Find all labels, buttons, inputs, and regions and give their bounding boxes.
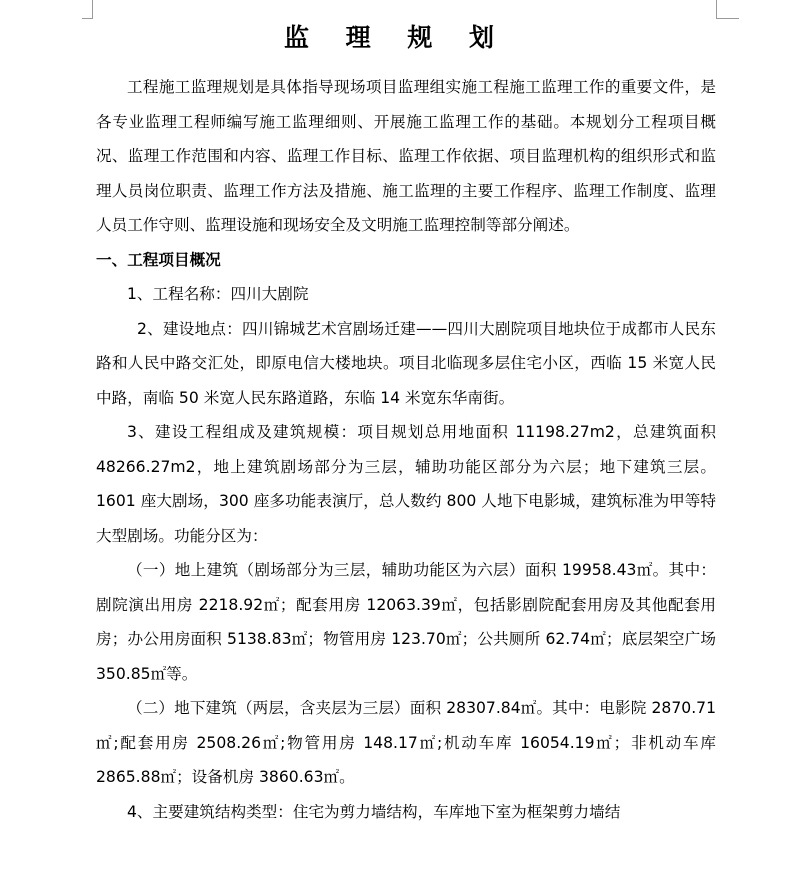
page-corner-mark-top-right bbox=[716, 0, 739, 19]
construction-site-paragraph: 2、建设地点：四川锦城艺术宫剧场迁建——四川大剧院项目地块位于成都市人民东路和人民中路交汇处，即原电信大楼地块。项目北临现多层住宅小区，西临 15 米宽人民中路，南临 50 米宽人民东路道路，东临 14 米宽东华南街。 bbox=[96, 319, 716, 407]
document-title: 监 理 规 划 bbox=[283, 23, 509, 52]
structure-type-paragraph: 4、主要建筑结构类型：住宅为剪力墙结构，车库地下室为框架剪力墙结 bbox=[127, 802, 621, 821]
page-corner-mark-top-left bbox=[82, 0, 93, 19]
section-heading-project-overview: 一、工程项目概况 bbox=[96, 250, 221, 269]
above-ground-building-paragraph: （一）地上建筑（剧场部分为三层，辅助功能区为六层）面积 19958.43㎡。其中：剧院演出用房 2218.92㎡；配套用房 12063.39㎡，包括影剧院配套用房及其他配套用房；办公用房面积 5138.83㎡；物管用房 123.70㎡；公共厕所 62.74㎡；底层架空广场 350.85㎡等。 bbox=[96, 561, 716, 683]
underground-building-paragraph: （二）地下建筑（两层，含夹层为三层）面积 28307.84㎡。其中：电影院 2870.71㎡;配套用房 2508.26㎡;物管用房 148.17㎡;机动车库 16054.19㎡；非机动车库 2865.88㎡；设备机房 3860.63㎡。 bbox=[96, 699, 716, 786]
document-body bbox=[96, 70, 716, 829]
construction-scale-paragraph: 3、建设工程组成及建筑规模：项目规划总用地面积 11198.27m2，总建筑面积 48266.27m2，地上建筑剧场部分为三层，辅助功能区部分为六层；地下建筑三层。1601 座大剧场，300 座多功能表演厅，总人数约 800 人地下电影城，建筑标准为甲等特大型剧场。功能分区为： bbox=[96, 423, 716, 545]
intro-paragraph: 工程施工监理规划是具体指导现场项目监理组实施工程施工监理工作的重要文件，是各专业监理工程师编写施工监理细则、开展施工监理工作的基础。本规划分工程项目概况、监理工作范围和内容、监理工作目标、监理工作依据、项目监理机构的组织形式和监理人员岗位职责、监理工作方法及措施、施工监理的主要工作程序、监理工作制度、监理人员工作守则、监理设施和现场安全及文明施工监理控制等部分阐述。 bbox=[96, 78, 716, 234]
project-name-paragraph: 1、工程名称：四川大剧院 bbox=[127, 285, 309, 303]
